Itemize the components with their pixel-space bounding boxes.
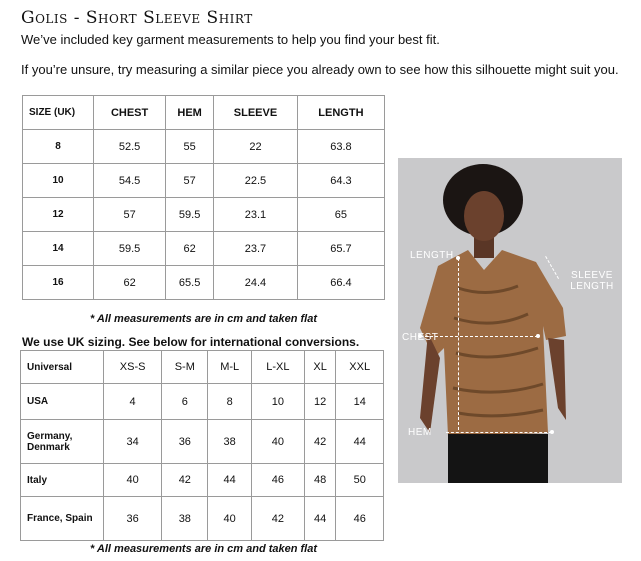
table-cell: 14: [23, 232, 94, 266]
table-row: [21, 464, 384, 497]
sleeve-length-label: SLEEVE LENGTH: [570, 270, 614, 292]
table-cell: XXL: [336, 351, 384, 384]
page-title: Golis - Short Sleeve Shirt: [21, 8, 253, 28]
table-header-row: [23, 96, 385, 130]
table-cell: 46: [336, 497, 384, 541]
size-measurement-table: [22, 95, 385, 300]
intro-advice-text: If you’re unsure, try measuring a similar piece you already own to see how this silhouette might suit you.: [21, 62, 619, 77]
table-cell: 34: [104, 420, 162, 464]
measurement-note-bottom: * All measurements are in cm and taken flat: [90, 543, 318, 555]
table-row: [23, 130, 385, 164]
table-cell: 42: [304, 420, 336, 464]
table-row: [21, 351, 384, 384]
table-cell: 66.4: [297, 266, 384, 300]
measure-dot: [456, 256, 460, 260]
table-cell: 52.5: [94, 130, 166, 164]
table-row: [21, 497, 384, 541]
hem-line: [446, 432, 552, 433]
intro-text: We’ve included key garment measurements to help you find your best fit.: [21, 32, 440, 47]
model-measurement-photo: [398, 158, 622, 483]
table-cell: 16: [23, 266, 94, 300]
measurement-note: * All measurements are in cm and taken flat: [90, 313, 318, 325]
region-label: USA: [21, 384, 104, 420]
table-cell: 65.5: [166, 266, 214, 300]
table-cell: 62: [94, 266, 166, 300]
header-hem: HEM: [166, 96, 214, 130]
table-cell: 22.5: [214, 164, 298, 198]
hem-label: HEM: [408, 427, 432, 438]
table-cell: 48: [304, 464, 336, 497]
table-row: [23, 198, 385, 232]
header-chest: CHEST: [94, 96, 166, 130]
table-cell: 6: [162, 384, 208, 420]
table-cell: 59.5: [166, 198, 214, 232]
table-cell: 36: [104, 497, 162, 541]
region-label: Italy: [21, 464, 104, 497]
table-cell: 57: [94, 198, 166, 232]
table-cell: 8: [23, 130, 94, 164]
size-conversion-table: [20, 350, 384, 541]
table-cell: 12: [23, 198, 94, 232]
table-row: [23, 164, 385, 198]
table-cell: 42: [251, 497, 304, 541]
table-row: [23, 266, 385, 300]
table-cell: 12: [304, 384, 336, 420]
length-line: [458, 258, 459, 430]
table-cell: 44: [304, 497, 336, 541]
table-cell: 40: [208, 497, 252, 541]
header-sleeve: SLEEVE: [214, 96, 298, 130]
table-cell: 55: [166, 130, 214, 164]
header-size: SIZE (UK): [23, 96, 94, 130]
region-label: France, Spain: [21, 497, 104, 541]
conversion-heading: We use UK sizing. See below for international conversions.: [22, 335, 360, 349]
table-cell: 38: [162, 497, 208, 541]
table-cell: 50: [336, 464, 384, 497]
table-cell: 23.1: [214, 198, 298, 232]
table-cell: 46: [251, 464, 304, 497]
table-cell: 42: [162, 464, 208, 497]
table-cell: 4: [104, 384, 162, 420]
table-cell: 36: [162, 420, 208, 464]
table-cell: 24.4: [214, 266, 298, 300]
table-cell: 54.5: [94, 164, 166, 198]
length-label: LENGTH: [410, 250, 454, 261]
table-row: [21, 384, 384, 420]
header-length: LENGTH: [297, 96, 384, 130]
table-cell: 63.8: [297, 130, 384, 164]
measure-dot: [550, 430, 554, 434]
table-cell: 10: [251, 384, 304, 420]
table-cell: 44: [336, 420, 384, 464]
table-cell: 62: [166, 232, 214, 266]
table-cell: 22: [214, 130, 298, 164]
table-cell: XL: [304, 351, 336, 384]
table-cell: 38: [208, 420, 252, 464]
table-row: [23, 232, 385, 266]
table-cell: 44: [208, 464, 252, 497]
table-cell: 57: [166, 164, 214, 198]
table-cell: L-XL: [251, 351, 304, 384]
table-cell: M-L: [208, 351, 252, 384]
table-cell: 10: [23, 164, 94, 198]
table-cell: 40: [251, 420, 304, 464]
table-cell: 40: [104, 464, 162, 497]
chest-label: CHEST: [402, 332, 439, 343]
table-cell: 23.7: [214, 232, 298, 266]
table-cell: 59.5: [94, 232, 166, 266]
table-cell: 64.3: [297, 164, 384, 198]
table-cell: 65: [297, 198, 384, 232]
table-cell: 65.7: [297, 232, 384, 266]
region-label: Universal: [21, 351, 104, 384]
table-cell: S-M: [162, 351, 208, 384]
table-cell: 14: [336, 384, 384, 420]
measure-dot: [536, 334, 540, 338]
table-row: [21, 420, 384, 464]
table-cell: 8: [208, 384, 252, 420]
table-cell: XS-S: [104, 351, 162, 384]
region-label: Germany, Denmark: [21, 420, 104, 464]
